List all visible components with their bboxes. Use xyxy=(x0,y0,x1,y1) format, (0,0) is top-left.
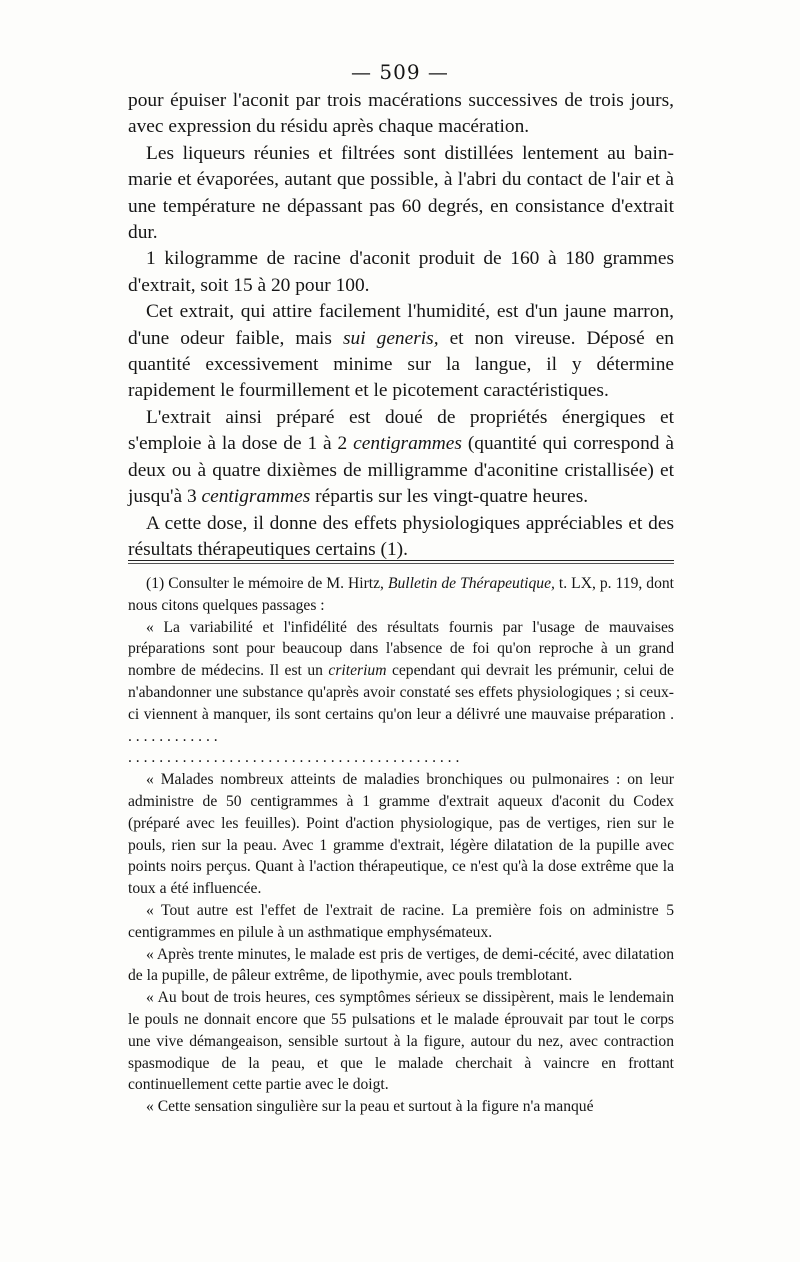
footnote-1-text-b: t. LX, p. 119, dont nous citons quelques passages : xyxy=(128,575,674,614)
footnote-quote-1 xyxy=(128,617,674,748)
footnote-1-italic: Bulletin de Thérapeutique, xyxy=(387,575,555,592)
footnote-1-text-a: (1) Consulter le mémoire de M. Hirtz, xyxy=(146,575,388,592)
paragraph-4-italic: sui generis, xyxy=(342,327,439,349)
footnote-1 xyxy=(128,573,674,617)
footnote-quote-1-italic: criterium xyxy=(328,662,387,680)
footnote-rule xyxy=(128,560,674,561)
paragraph-5-italic-2: centigrammes xyxy=(201,486,311,508)
paragraph-4-text-b: et non vireuse. Déposé en quantité excessivement minime sur la langue, il y détermine rapidement le fourmillement et le picotement caractéristiques. xyxy=(128,327,674,402)
paragraph-5 xyxy=(128,405,674,511)
paragraph-5-text-a: L'extrait ainsi préparé est doué de propriétés énergiques et s'emploie à la dose de 1 à 2 xyxy=(128,406,674,455)
footnote-quote-5: « Au bout de trois heures, ces symptômes sérieux se dissipèrent, mais le lendemain le pouls ne donnait encore que 55 pulsations et le malade éprouvait par tout le corps une vive démangeaison, sensible surtout à la figure, autour du nez, avec contraction spasmodique de la peau, et que le malade cherchait à vaincre en frottant continuellement cette partie avec le doigt. xyxy=(128,989,674,1094)
footnote-quote-6: « Cette sensation singulière sur la peau et surtout à la figure n'a manqué xyxy=(146,1098,594,1116)
paragraph-4-text-a: Cet extrait, qui attire facilement l'humidité, est d'un jaune marron, d'une odeur faible, mais xyxy=(128,301,674,349)
footnote-quote-2: « Malades nombreux atteints de maladies bronchiques ou pulmonaires : on leur administre de 50 centigrammes à 1 gramme d'extrait aqueux d'aconit du Codex (préparé avec les feuilles). Point d'action physiologique, pas de vertiges, rien sur le pouls, rien sur la peau. Avec 1 gramme d'extrait, légère dilatation de la pupille avec points noirs perçus. Quant à l'action thérapeutique, ce n'est qu'à la dose extrême que la toux a été influencée. xyxy=(128,771,674,898)
footnote-quote-1-text-a: « La variabilité et l'infidélité des résultats fournis par l'usage de mauvaises préparations sont pour beaucoup dans l'absence de foi qu'on reproche à un grand nombre de médecins. Il est un xyxy=(128,618,674,680)
paragraph-5-text-b: (quantité qui correspond à deux ou à quatre dixièmes de milligramme d'aconitine cristallisée) et jusqu'à 3 xyxy=(128,433,674,508)
page-number: — 509 — xyxy=(351,60,449,84)
footnote-quote-4: « Après trente minutes, le malade est pris de vertiges, de demi-cécité, avec dilatation de la pupille, de pâleur extrême, de lipothymie, avec pouls tremblotant. xyxy=(128,945,674,985)
paragraph-2: Les liqueurs réunies et filtrées sont distillées lentement au bain-marie et évaporées, autant que possible, à l'abri du contact de l'air et à une température ne dépassant pas 60 degrés, en consistance d'extrait dur. xyxy=(128,142,674,244)
footnote-quote-3: « Tout autre est l'effet de l'extrait de racine. La première fois on administre 5 centigrammes en pilule à un asthmatique emphysémateux. xyxy=(128,901,674,941)
paragraph-6: A cette dose, il donne des effets physiologiques appréciables et des résultats thérapeutiques certains (1). xyxy=(128,512,674,560)
ellipsis-line: . . . . . . . . . . . . . . . . . . . . . . . . . . . . . . . . . . . . . . . . . . . xyxy=(128,749,460,767)
paragraph-4 xyxy=(128,299,674,405)
paragraph-5-text-c: répartis sur les vingt-quatre heures. xyxy=(310,486,589,508)
footnotes xyxy=(128,573,674,1118)
footnote-rule-secondary xyxy=(128,563,674,564)
footnote-quote-1-text-b: cependant qui devrait les prémunir, celui de n'abandonner une substance qu'après avoir constaté ses effets physiologiques ; si ceux-ci viennent à manquer, ils sont certains qu'on leur a délivré une mauvaise préparation . . . . . . . . . . . . . xyxy=(128,662,674,745)
main-text xyxy=(128,88,674,563)
paragraph-1: pour épuiser l'aconit par trois macérations successives de trois jours, avec expression du résidu après chaque macération. xyxy=(128,90,674,138)
paragraph-3: 1 kilogramme de racine d'aconit produit de 160 à 180 grammes d'extrait, soit 15 à 20 pour 100. xyxy=(128,248,674,296)
paragraph-5-italic-1: centigrammes xyxy=(353,433,462,455)
